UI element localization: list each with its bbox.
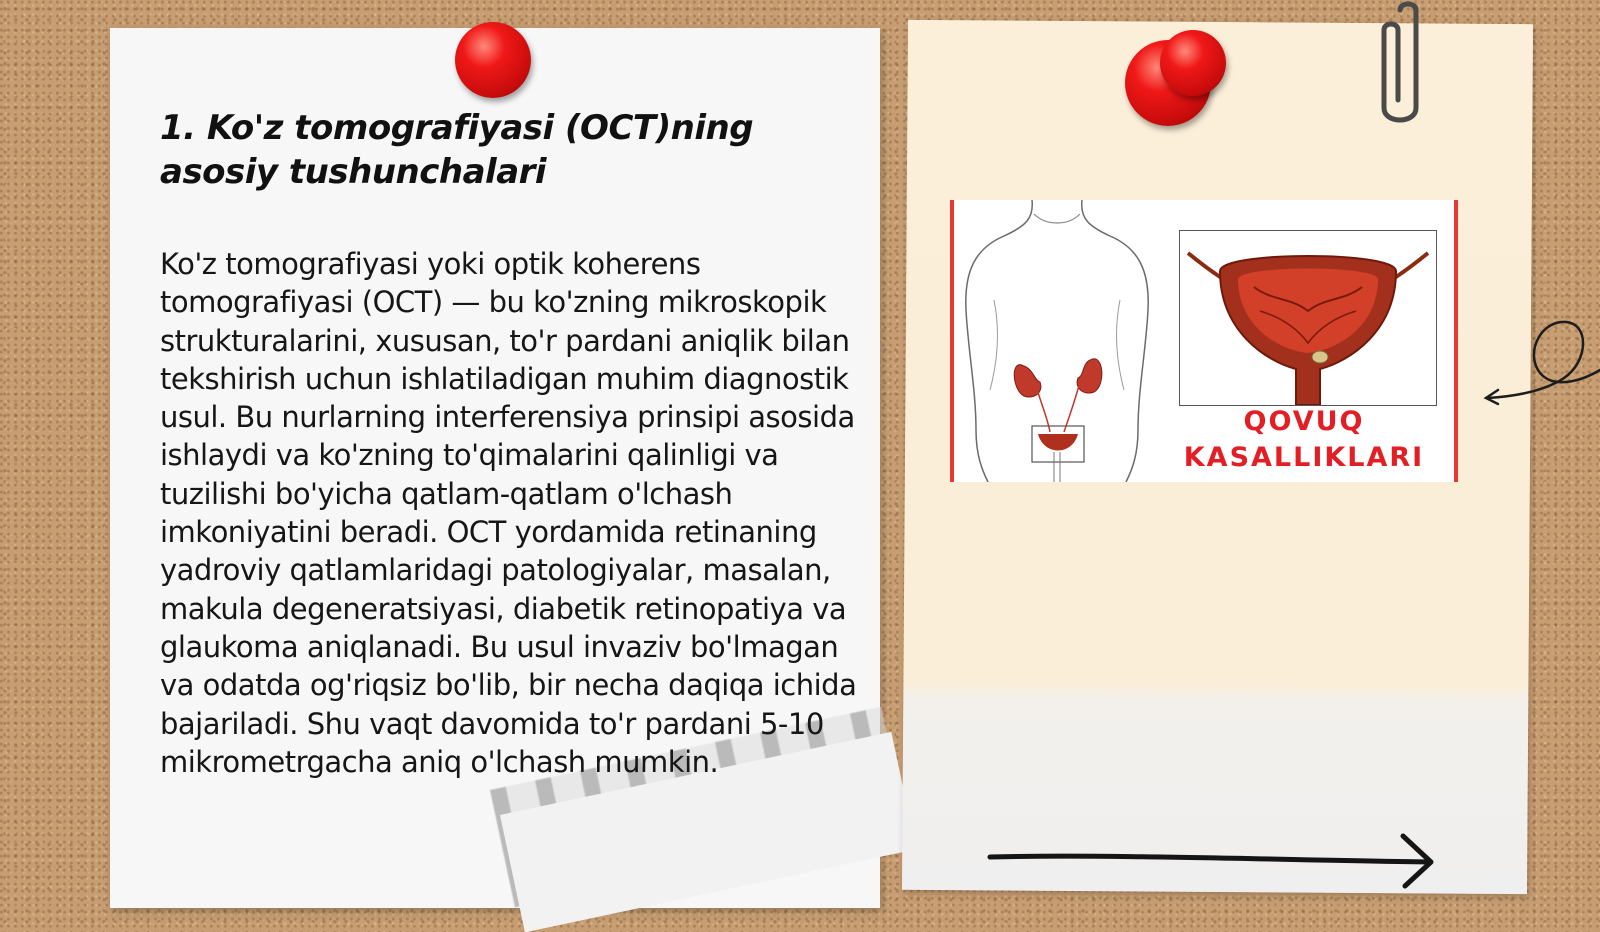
illustration-caption-line1: QOVUQ [1243, 406, 1365, 437]
bladder-illustration [950, 200, 1458, 482]
bladder-inset-box [1179, 230, 1437, 406]
curly-arrow-icon [1480, 300, 1600, 410]
bladder-cross-section-drawing [1180, 231, 1436, 405]
slide-title: 1. Ko'z tomografiyasi (OCT)ning asosiy tushunchalari [160, 108, 754, 192]
slide-body-text: Ko'z tomografiyasi yoki optik koherens tomografiyasi (OCT) — bu ko'zning mikroskopik strukturalarini, xususan, to'r pardani aniqlik bilan tekshirish uchun ishlatiladigan muhim diagnostik usul. Bu nurlarning interferensiya prinsipi asosida ishlaydi va ko'zning to'qimalarini qalinligi va tuzilishi bo'yicha qatlam-qatlam o'lchash imkoniyatini beradi. OCT yordamida retinaning yadroviy qatlamlaridagi patologiyalar, masalan, makula degeneratsiyasi, diabetik retinopatiya va glaukoma aniqlanadi. Bu usul invaziv bo'lmagan va odatda og'riqsiz bo'lib, bir necha daqiqa ichida bajariladi. Shu vaqt davomida to'r pardani 5-10 mikrometrgacha aniq o'lchash mumkin. [160, 247, 857, 779]
red-push-pin-icon [1160, 30, 1226, 96]
paperclip-icon [1378, 0, 1438, 130]
illustration-caption-line2: KASALLIKLARI [1183, 442, 1425, 473]
long-arrow-icon [985, 830, 1445, 890]
red-push-pin-icon [455, 22, 531, 98]
